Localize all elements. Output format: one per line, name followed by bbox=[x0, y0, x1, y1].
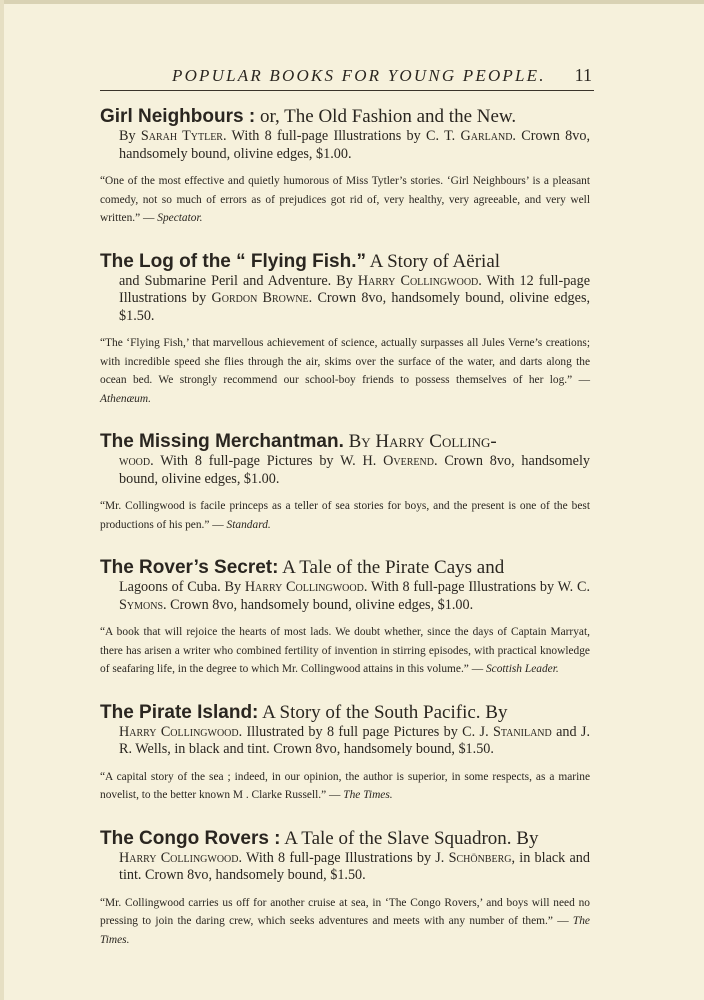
review-quote bbox=[100, 497, 590, 534]
book-details bbox=[100, 850, 590, 885]
details-text: Crown 8vo, handsomely bound, olivine edges, $1.00. bbox=[119, 453, 590, 487]
details-text: With 8 full-page Illustrations by W. C. bbox=[367, 579, 590, 595]
entry-head bbox=[100, 701, 590, 724]
review-quote bbox=[100, 768, 590, 805]
page-edge-left bbox=[0, 0, 4, 1000]
review-text: “One of the most effective and quietly humorous of Miss Tytler’s stories. ‘Girl Neighbours’ is a pleasant comedy, not so much of errors as of prejudices got rid of, very healthy, very agreeable, and very well written.” — bbox=[100, 175, 590, 224]
book-title: The Congo Rovers : bbox=[100, 827, 281, 849]
details-text: With 8 full-page Illustrations by J. bbox=[242, 849, 449, 866]
details-text: Crown 8vo, handsomely bound, olivine edges, $1.50. bbox=[119, 290, 591, 324]
review-text: “The ‘Flying Fish,’ that marvellous achievement of science, actually surpasses all Jules Verne’s creations; with incredible speed she flies through the air, skims over the surface of the water, and darts along the ocean bed. We strongly recommend our school-boy friends to possess themselves of her log.” — bbox=[100, 337, 590, 386]
details-text: and Submarine Peril and Adventure. By bbox=[119, 272, 358, 289]
entry-head bbox=[100, 827, 590, 850]
book-subtitle: By Harry Colling- bbox=[343, 431, 497, 452]
review-text: “A capital story of the sea ; indeed, in our opinion, the author is superior, in some respects, as a marine novelist, to the better known M . Clarke Russell.” — bbox=[100, 770, 590, 801]
book-subtitle: A Story of Aërial bbox=[365, 250, 501, 272]
review-quote bbox=[100, 623, 590, 679]
illustrator-name: Staniland bbox=[492, 723, 552, 740]
book-details bbox=[100, 128, 590, 163]
book-entry bbox=[100, 105, 590, 228]
book-subtitle: A Tale of the Slave Squadron. By bbox=[280, 827, 539, 849]
details-text: With 12 full-page Illustrations by bbox=[119, 272, 590, 306]
author-name: Sarah Tytler. bbox=[140, 128, 227, 144]
book-entry bbox=[100, 827, 590, 950]
details-text: Lagoons of Cuba. By bbox=[119, 579, 245, 595]
page-number: 11 bbox=[574, 65, 592, 85]
running-title: POPULAR BOOKS FOR YOUNG PEOPLE. bbox=[172, 66, 546, 85]
illustrator-name: Garland. bbox=[460, 128, 516, 144]
entry-head bbox=[100, 250, 590, 273]
author-name: Harry Collingwood. bbox=[357, 272, 482, 289]
running-head bbox=[100, 66, 594, 91]
book-entry bbox=[100, 430, 590, 534]
book-subtitle: or, The Old Fashion and the New. bbox=[255, 106, 517, 127]
illustrator-name: Overend. bbox=[383, 453, 438, 469]
author-name: wood. bbox=[119, 453, 154, 469]
author-name: Harry Collingwood. bbox=[244, 579, 368, 595]
author-name: Harry Collingwood. bbox=[119, 849, 243, 866]
review-text: “Mr. Collingwood is facile princeps as a teller of sea stories for boys, and the present is one of the best productions of his pen.” — bbox=[100, 500, 590, 531]
review-text: “A book that will rejoice the hearts of most lads. We doubt whether, since the days of Captain Marryat, there has arisen a writer who combined fertility of invention in stirring episodes, with practical knowledge of seafaring life, in the degree to which Mr. Collingwood attains in this volume.” — bbox=[100, 626, 590, 675]
review-quote bbox=[100, 334, 590, 408]
review-quote bbox=[100, 172, 590, 228]
book-list bbox=[100, 105, 590, 971]
book-entry bbox=[100, 250, 590, 409]
book-subtitle: A Story of the South Pacific. By bbox=[258, 701, 508, 723]
entry-head bbox=[100, 556, 590, 579]
book-subtitle: A Tale of the Pirate Cays and bbox=[278, 557, 505, 578]
review-source: Scottish Leader. bbox=[485, 663, 559, 675]
review-source: The Times. bbox=[100, 915, 590, 946]
illustrator-name: Gordon Browne. bbox=[211, 290, 313, 306]
book-details bbox=[100, 453, 590, 488]
review-source: The Times. bbox=[343, 789, 393, 801]
book-title: The Log of the “ Flying Fish.” bbox=[100, 250, 366, 272]
book-title: Girl Neighbours : bbox=[100, 106, 256, 127]
book-title: The Pirate Island: bbox=[100, 701, 259, 723]
details-text: Illustrated by 8 full page Pictures by C. J. bbox=[242, 723, 493, 740]
details-text: and J. R. Wells, in black and tint. Crown 8vo, handsomely bound, $1.50. bbox=[119, 723, 590, 757]
details-text: Crown 8vo, handsomely bound, olivine edges, $1.00. bbox=[166, 596, 474, 613]
details-text: Crown 8vo, handsomely bound, olivine edges, $1.00. bbox=[119, 128, 590, 162]
book-title: The Missing Merchantman. bbox=[100, 431, 344, 452]
page-edge bbox=[0, 0, 704, 4]
book-entry bbox=[100, 556, 590, 679]
review-quote bbox=[100, 894, 590, 950]
details-text: With 8 full-page Illustrations by C. T. bbox=[226, 128, 461, 144]
illustrator-name: Schönberg, bbox=[448, 849, 516, 866]
review-source: Athenæum. bbox=[100, 392, 151, 405]
author-name: Harry Collingwood. bbox=[119, 723, 243, 740]
book-details bbox=[100, 579, 590, 614]
illustrator-name: Symons. bbox=[119, 596, 167, 613]
book-details bbox=[100, 724, 590, 759]
details-text: in black and tint. Crown 8vo, handsomely bound, $1.50. bbox=[119, 849, 590, 883]
review-source: Spectator. bbox=[157, 212, 203, 224]
entry-head bbox=[100, 105, 590, 128]
book-details bbox=[100, 273, 590, 326]
entry-head bbox=[100, 430, 590, 453]
details-text: With 8 full-page Pictures by W. H. bbox=[153, 453, 384, 469]
book-title: The Rover’s Secret: bbox=[100, 557, 279, 578]
details-text: By bbox=[119, 128, 141, 144]
book-entry bbox=[100, 701, 590, 805]
review-source: Standard. bbox=[226, 518, 271, 531]
review-text: “Mr. Collingwood carries us off for another cruise at sea, in ‘The Congo Rovers,’ and boys will need no pressing to join the daring crew, which seeks adventures and meets with any number of them.” — bbox=[100, 896, 590, 927]
